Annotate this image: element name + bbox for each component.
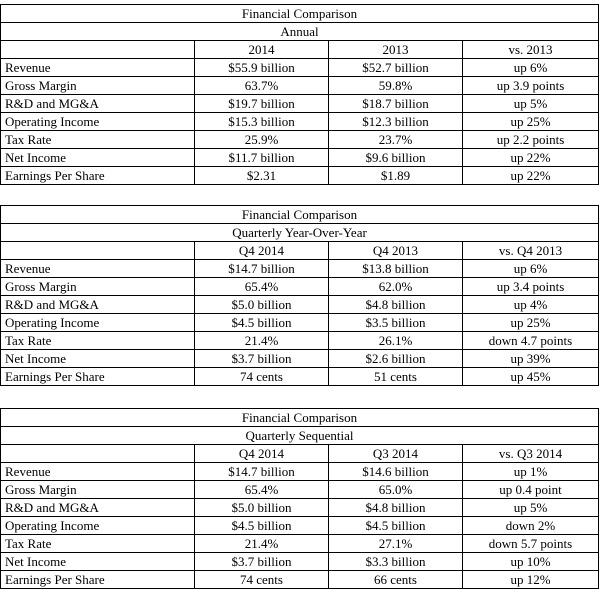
column-header bbox=[1, 242, 195, 260]
table-cell: down 5.7 points bbox=[463, 535, 599, 553]
table-subtitle: Quarterly Sequential bbox=[1, 427, 599, 445]
column-header: vs. Q3 2014 bbox=[463, 445, 599, 463]
table-cell: 66 cents bbox=[329, 571, 463, 589]
table-row bbox=[1, 113, 599, 131]
table-cell: $3.7 billion bbox=[195, 553, 329, 571]
row-label: R&D and MG&A bbox=[1, 499, 195, 517]
table-cell: up 25% bbox=[463, 113, 599, 131]
table-cell: 59.8% bbox=[329, 77, 463, 95]
quarterly-yoy-comparison-table bbox=[0, 205, 599, 386]
column-header: vs. Q4 2013 bbox=[463, 242, 599, 260]
table-cell: $14.6 billion bbox=[329, 463, 463, 481]
table-title: Financial Comparison bbox=[1, 206, 599, 224]
table-cell: up 45% bbox=[463, 368, 599, 386]
column-header: 2014 bbox=[195, 41, 329, 59]
table-row bbox=[1, 368, 599, 386]
table-title: Financial Comparison bbox=[1, 409, 599, 427]
table-row bbox=[1, 535, 599, 553]
row-label: Revenue bbox=[1, 260, 195, 278]
quarterly-sequential-comparison-table bbox=[0, 408, 599, 589]
table-row bbox=[1, 59, 599, 77]
row-label: Earnings Per Share bbox=[1, 368, 195, 386]
column-header bbox=[1, 41, 195, 59]
row-label: Net Income bbox=[1, 149, 195, 167]
table-cell: up 6% bbox=[463, 59, 599, 77]
table-row bbox=[1, 167, 599, 185]
column-header: Q4 2013 bbox=[329, 242, 463, 260]
row-label: Revenue bbox=[1, 463, 195, 481]
table-subtitle-row bbox=[1, 427, 599, 445]
table-row bbox=[1, 499, 599, 517]
table-cell: $9.6 billion bbox=[329, 149, 463, 167]
table-cell: $4.5 billion bbox=[329, 517, 463, 535]
table-cell: 74 cents bbox=[195, 368, 329, 386]
table-cell: up 10% bbox=[463, 553, 599, 571]
column-header: Q4 2014 bbox=[195, 445, 329, 463]
table-cell: up 4% bbox=[463, 296, 599, 314]
table-subtitle: Annual bbox=[1, 23, 599, 41]
table-row bbox=[1, 517, 599, 535]
table-cell: up 5% bbox=[463, 95, 599, 113]
table-cell: $4.8 billion bbox=[329, 499, 463, 517]
table-cell: $3.5 billion bbox=[329, 314, 463, 332]
table-row bbox=[1, 350, 599, 368]
table-row bbox=[1, 131, 599, 149]
row-label: Net Income bbox=[1, 350, 195, 368]
table-cell: 62.0% bbox=[329, 278, 463, 296]
row-label: Net Income bbox=[1, 553, 195, 571]
table-cell: 21.4% bbox=[195, 535, 329, 553]
row-label: Tax Rate bbox=[1, 332, 195, 350]
table-title: Financial Comparison bbox=[1, 5, 599, 23]
row-label: Earnings Per Share bbox=[1, 571, 195, 589]
table-cell: $1.89 bbox=[329, 167, 463, 185]
table-cell: $2.31 bbox=[195, 167, 329, 185]
table-cell: up 5% bbox=[463, 499, 599, 517]
row-label: Tax Rate bbox=[1, 535, 195, 553]
row-label: Gross Margin bbox=[1, 77, 195, 95]
table-subtitle: Quarterly Year-Over-Year bbox=[1, 224, 599, 242]
table-cell: 63.7% bbox=[195, 77, 329, 95]
table-cell: down 2% bbox=[463, 517, 599, 535]
table-row bbox=[1, 481, 599, 499]
table-cell: 21.4% bbox=[195, 332, 329, 350]
row-label: Earnings Per Share bbox=[1, 167, 195, 185]
table-subtitle-row bbox=[1, 224, 599, 242]
table-cell: $5.0 billion bbox=[195, 499, 329, 517]
table-row bbox=[1, 332, 599, 350]
table-cell: $2.6 billion bbox=[329, 350, 463, 368]
column-header-row bbox=[1, 41, 599, 59]
table-title-row bbox=[1, 409, 599, 427]
table-cell: 65.4% bbox=[195, 278, 329, 296]
table-row bbox=[1, 314, 599, 332]
table-cell: up 2.2 points bbox=[463, 131, 599, 149]
row-label: Operating Income bbox=[1, 517, 195, 535]
table-cell: $14.7 billion bbox=[195, 260, 329, 278]
column-header-row bbox=[1, 445, 599, 463]
row-label: R&D and MG&A bbox=[1, 95, 195, 113]
table-cell: $13.8 billion bbox=[329, 260, 463, 278]
table-cell: $4.5 billion bbox=[195, 314, 329, 332]
table-cell: up 22% bbox=[463, 167, 599, 185]
table-cell: up 25% bbox=[463, 314, 599, 332]
table-row bbox=[1, 95, 599, 113]
table-cell: up 1% bbox=[463, 463, 599, 481]
table-row bbox=[1, 149, 599, 167]
annual-comparison-table bbox=[0, 4, 599, 185]
table-cell: 65.0% bbox=[329, 481, 463, 499]
table-row bbox=[1, 278, 599, 296]
column-header: 2013 bbox=[329, 41, 463, 59]
table-cell: $18.7 billion bbox=[329, 95, 463, 113]
table-cell: $55.9 billion bbox=[195, 59, 329, 77]
table-cell: $19.7 billion bbox=[195, 95, 329, 113]
table-cell: $4.5 billion bbox=[195, 517, 329, 535]
table-cell: up 22% bbox=[463, 149, 599, 167]
table-row bbox=[1, 77, 599, 95]
table-cell: $4.8 billion bbox=[329, 296, 463, 314]
table-cell: up 39% bbox=[463, 350, 599, 368]
table-subtitle-row bbox=[1, 23, 599, 41]
row-label: Gross Margin bbox=[1, 481, 195, 499]
table-cell: $3.7 billion bbox=[195, 350, 329, 368]
table-title-row bbox=[1, 206, 599, 224]
row-label: Operating Income bbox=[1, 314, 195, 332]
table-cell: $52.7 billion bbox=[329, 59, 463, 77]
table-cell: $11.7 billion bbox=[195, 149, 329, 167]
row-label: Revenue bbox=[1, 59, 195, 77]
table-cell: 27.1% bbox=[329, 535, 463, 553]
row-label: Operating Income bbox=[1, 113, 195, 131]
table-row bbox=[1, 571, 599, 589]
column-header: vs. 2013 bbox=[463, 41, 599, 59]
table-cell: up 3.4 points bbox=[463, 278, 599, 296]
table-cell: down 4.7 points bbox=[463, 332, 599, 350]
table-cell: $15.3 billion bbox=[195, 113, 329, 131]
table-cell: up 3.9 points bbox=[463, 77, 599, 95]
table-cell: up 0.4 point bbox=[463, 481, 599, 499]
table-cell: 51 cents bbox=[329, 368, 463, 386]
table-cell: $3.3 billion bbox=[329, 553, 463, 571]
table-cell: $12.3 billion bbox=[329, 113, 463, 131]
column-header: Q4 2014 bbox=[195, 242, 329, 260]
table-row bbox=[1, 553, 599, 571]
table-cell: $14.7 billion bbox=[195, 463, 329, 481]
table-row bbox=[1, 463, 599, 481]
table-cell: up 12% bbox=[463, 571, 599, 589]
table-cell: 65.4% bbox=[195, 481, 329, 499]
table-row bbox=[1, 260, 599, 278]
table-cell: $5.0 billion bbox=[195, 296, 329, 314]
row-label: Gross Margin bbox=[1, 278, 195, 296]
column-header: Q3 2014 bbox=[329, 445, 463, 463]
table-cell: 25.9% bbox=[195, 131, 329, 149]
table-cell: 23.7% bbox=[329, 131, 463, 149]
table-row bbox=[1, 296, 599, 314]
column-header bbox=[1, 445, 195, 463]
table-cell: 74 cents bbox=[195, 571, 329, 589]
row-label: R&D and MG&A bbox=[1, 296, 195, 314]
table-cell: up 6% bbox=[463, 260, 599, 278]
table-cell: 26.1% bbox=[329, 332, 463, 350]
table-title-row bbox=[1, 5, 599, 23]
column-header-row bbox=[1, 242, 599, 260]
row-label: Tax Rate bbox=[1, 131, 195, 149]
